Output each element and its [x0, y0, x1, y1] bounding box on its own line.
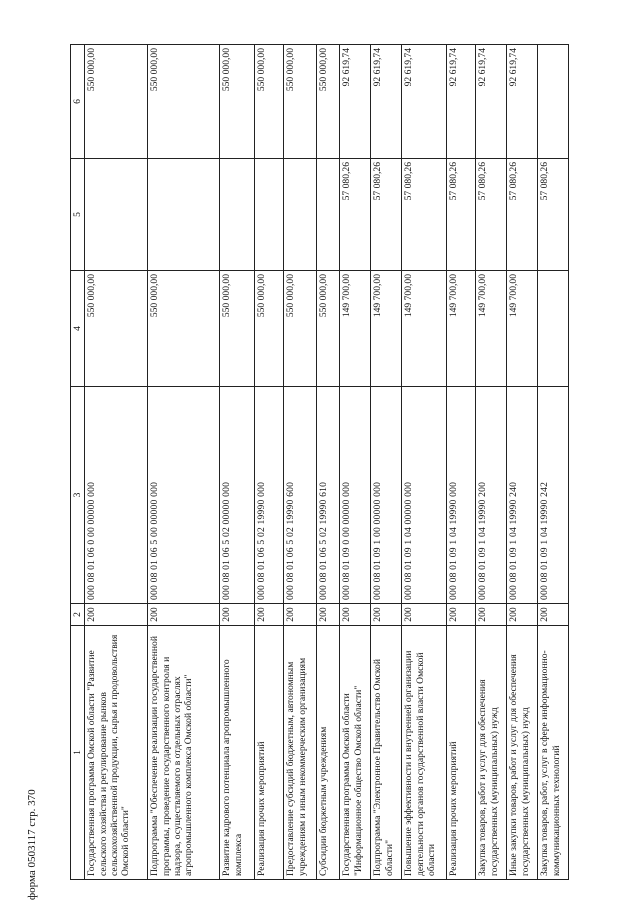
row-line-code: 200	[255, 604, 284, 626]
row-line-code: 200	[447, 604, 476, 626]
header-col-3: 3	[71, 387, 85, 604]
row-executed: 57 080,26	[402, 159, 447, 271]
header-row	[71, 45, 85, 880]
row-budget-code: 000 08 01 06 5 02 19990 000	[255, 387, 284, 604]
row-approved: 550 000,00	[148, 271, 220, 387]
row-name: Закупка товаров, работ и услуг для обеспечения государственных (муниципальных) нужд	[476, 626, 507, 880]
row-budget-code: 000 08 01 09 1 04 19990 000	[447, 387, 476, 604]
row-approved: 550 000,00	[284, 271, 317, 387]
row-executed	[317, 159, 340, 271]
table-row	[507, 45, 538, 880]
table-row	[340, 45, 371, 880]
row-approved: 149 700,00	[507, 271, 538, 387]
row-executed	[148, 159, 220, 271]
row-remaining: 92 619,74	[340, 45, 371, 159]
row-approved: 550 000,00	[220, 271, 255, 387]
row-budget-code: 000 08 01 09 1 04 19990 240	[507, 387, 538, 604]
row-executed: 57 080,26	[476, 159, 507, 271]
row-remaining: 550 000,00	[220, 45, 255, 159]
header-col-1: 1	[71, 626, 85, 880]
row-remaining: 550 000,00	[255, 45, 284, 159]
row-approved: 550 000,00	[85, 271, 148, 387]
row-remaining: 92 619,74	[402, 45, 447, 159]
row-executed: 57 080,26	[538, 159, 569, 271]
row-executed: 57 080,26	[447, 159, 476, 271]
table-row	[85, 45, 148, 880]
row-executed: 57 080,26	[507, 159, 538, 271]
table-row	[402, 45, 447, 880]
row-name: Предоставление субсидий бюджетным, автономным учреждениям и иным некоммерческим организациям	[284, 626, 317, 880]
row-name: Государственная программа Омской области "Развитие сельского хозяйства и регулирование рынков сельскохозяйственной продукции, сырья и продовольствия Омской области"	[85, 626, 148, 880]
row-remaining: 550 000,00	[284, 45, 317, 159]
row-name: Развитие кадрового потенциала агропромышленного комплекса	[220, 626, 255, 880]
row-remaining	[538, 45, 569, 159]
row-executed: 57 080,26	[371, 159, 402, 271]
row-remaining: 92 619,74	[476, 45, 507, 159]
row-budget-code: 000 08 01 09 1 04 19990 242	[538, 387, 569, 604]
form-label: форма 0503117 стр. 370	[26, 789, 38, 900]
row-approved: 149 700,00	[447, 271, 476, 387]
row-name: Подпрограмма "Электронное Правительство Омской области"	[371, 626, 402, 880]
row-name: Закупка товаров, работ, услуг в сфере информационно-коммуникационных технологий	[538, 626, 569, 880]
row-name: Государственная программа Омской области "Информационное общество Омской области"	[340, 626, 371, 880]
row-approved: 550 000,00	[317, 271, 340, 387]
row-name: Субсидии бюджетным учреждениям	[317, 626, 340, 880]
header-col-4: 4	[71, 271, 85, 387]
row-name: Подпрограмма "Обеспечение реализации государственной программы, проведение государственного контроля и надзора, осуществляемого в отдельных отраслях агропромышленного комплекса Омской области"	[148, 626, 220, 880]
row-budget-code: 000 08 01 06 5 00 00000 000	[148, 387, 220, 604]
row-line-code: 200	[538, 604, 569, 626]
row-name: Реализация прочих мероприятий	[447, 626, 476, 880]
table-row	[476, 45, 507, 880]
table-row	[317, 45, 340, 880]
row-line-code: 200	[340, 604, 371, 626]
table-row	[447, 45, 476, 880]
row-line-code: 200	[371, 604, 402, 626]
row-line-code: 200	[284, 604, 317, 626]
row-remaining: 550 000,00	[317, 45, 340, 159]
header-col-6: 6	[71, 45, 85, 159]
row-budget-code: 000 08 01 09 1 00 00000 000	[371, 387, 402, 604]
row-executed: 57 080,26	[340, 159, 371, 271]
row-approved: 149 700,00	[402, 271, 447, 387]
row-line-code: 200	[220, 604, 255, 626]
row-line-code: 200	[148, 604, 220, 626]
row-executed	[220, 159, 255, 271]
rotated-table-container	[70, 45, 564, 880]
row-remaining: 92 619,74	[507, 45, 538, 159]
row-approved: 550 000,00	[255, 271, 284, 387]
table-row	[220, 45, 255, 880]
table-row	[371, 45, 402, 880]
row-budget-code: 000 08 01 06 0 00 00000 000	[85, 387, 148, 604]
row-line-code: 200	[85, 604, 148, 626]
row-executed	[284, 159, 317, 271]
row-name: Повышение эффективности и внутренней организации деятельности органов государственной власти Омской области	[402, 626, 447, 880]
header-col-2: 2	[71, 604, 85, 626]
row-name: Реализация прочих мероприятий	[255, 626, 284, 880]
header-col-5: 5	[71, 159, 85, 271]
row-line-code: 200	[507, 604, 538, 626]
row-budget-code: 000 08 01 09 0 00 00000 000	[340, 387, 371, 604]
table-row	[148, 45, 220, 880]
row-budget-code: 000 08 01 06 5 02 19990 600	[284, 387, 317, 604]
row-budget-code: 000 08 01 06 5 02 19990 610	[317, 387, 340, 604]
row-executed	[85, 159, 148, 271]
row-name: Иные закупки товаров, работ и услуг для обеспечения государственных (муниципальных) нужд	[507, 626, 538, 880]
table-row	[538, 45, 569, 880]
row-remaining: 550 000,00	[148, 45, 220, 159]
row-remaining: 92 619,74	[371, 45, 402, 159]
row-remaining: 92 619,74	[447, 45, 476, 159]
row-approved: 149 700,00	[371, 271, 402, 387]
row-approved	[538, 271, 569, 387]
row-line-code: 200	[402, 604, 447, 626]
table-row	[255, 45, 284, 880]
row-budget-code: 000 08 01 09 1 04 00000 000	[402, 387, 447, 604]
row-approved: 149 700,00	[476, 271, 507, 387]
row-line-code: 200	[476, 604, 507, 626]
row-remaining: 550 000,00	[85, 45, 148, 159]
row-executed	[255, 159, 284, 271]
budget-table	[70, 44, 569, 880]
row-approved: 149 700,00	[340, 271, 371, 387]
row-budget-code: 000 08 01 06 5 02 00000 000	[220, 387, 255, 604]
row-budget-code: 000 08 01 09 1 04 19990 200	[476, 387, 507, 604]
row-line-code: 200	[317, 604, 340, 626]
table-row	[284, 45, 317, 880]
